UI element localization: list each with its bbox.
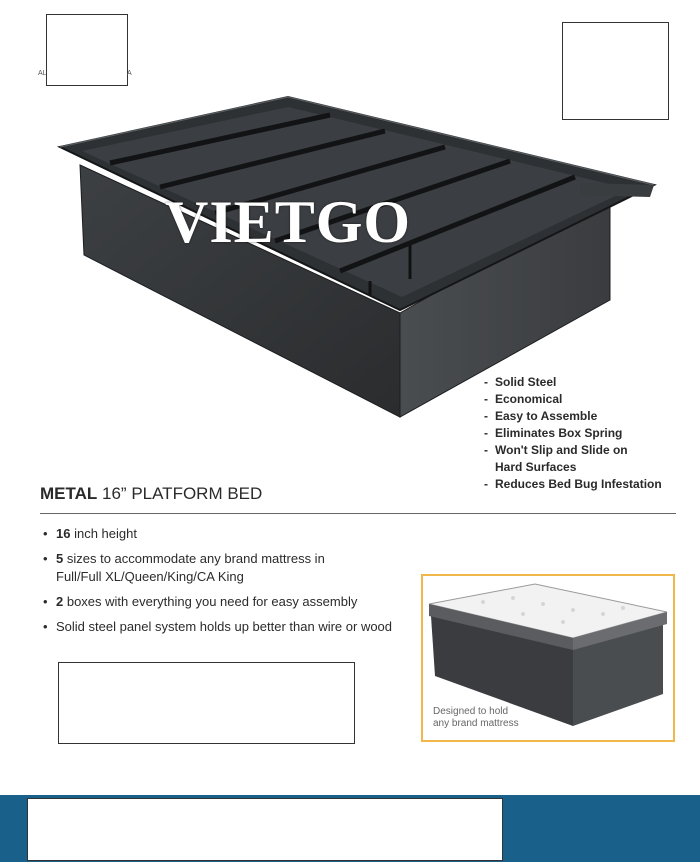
product-title-rest: 16” PLATFORM BED [97, 484, 263, 503]
spec-item: • Solid steel panel system holds up better than wire or wood [43, 618, 413, 636]
logo-placeholder-left [46, 14, 128, 86]
product-title [40, 484, 262, 504]
inset-caption: Designed to hold any brand mattress [433, 706, 519, 729]
feature-item: - Eliminates Box Spring [484, 426, 623, 440]
product-title-bold: METAL [40, 484, 98, 503]
feature-item: - Economical [484, 392, 563, 406]
blank-placeholder-box [58, 662, 355, 744]
feature-item: - Solid Steel [484, 375, 557, 389]
footer-placeholder-box [27, 798, 503, 861]
header-fragment-left: AL [38, 70, 47, 77]
feature-item-continuation: Hard Surfaces [495, 460, 577, 474]
title-divider [40, 513, 676, 514]
spec-item: • 2 boxes with everything you need for easy assembly [43, 593, 413, 611]
spec-list [43, 525, 413, 643]
watermark-text: VIETGO [165, 189, 412, 255]
feature-item: - Reduces Bed Bug Infestation [484, 477, 662, 491]
feature-list [484, 374, 662, 493]
feature-item: - Won't Slip and Slide on [484, 443, 628, 457]
header-fragment-right: A [127, 70, 132, 77]
spec-item: • 16 inch height [43, 525, 413, 543]
inset-mattress-image [421, 574, 675, 742]
spec-item: • 5 sizes to accommodate any brand mattress in Full/Full XL/Queen/King/CA King [43, 550, 413, 586]
feature-item: - Easy to Assemble [484, 409, 598, 423]
